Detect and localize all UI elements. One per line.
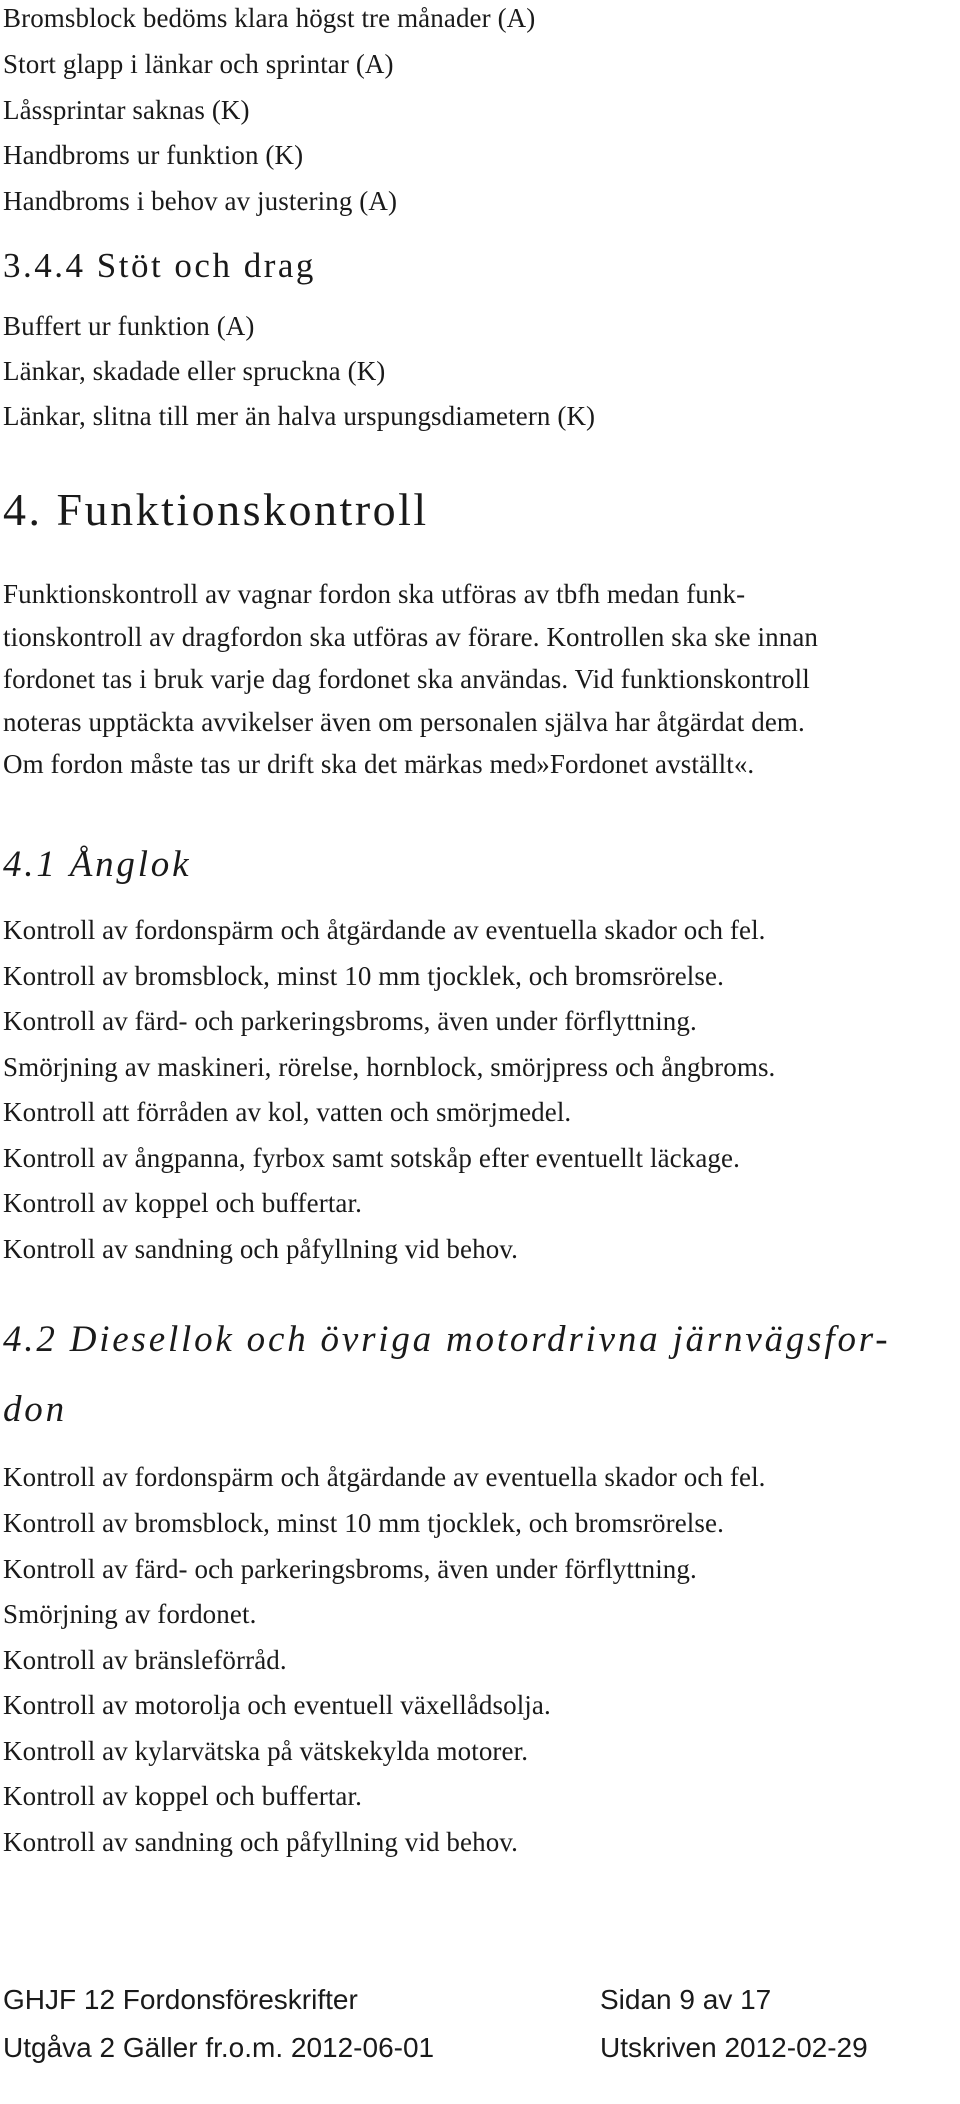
list-item: Kontroll av bromsblock, minst 10 mm tjocklek, och bromsrörelse. xyxy=(3,1508,724,1538)
list-item: Kontroll av bromsblock, minst 10 mm tjocklek, och bromsrörelse. xyxy=(3,961,724,991)
list-item: Kontroll av kylarvätska på vätskekylda motorer. xyxy=(3,1736,529,1766)
paragraph-line: Om fordon måste tas ur drift ska det märkas med»Fordonet avställt«. xyxy=(3,749,755,779)
list-item: Kontroll av sandning och påfyllning vid behov. xyxy=(3,1827,519,1857)
list-item: Kontroll av ångpanna, fyrbox samt sotskåp efter eventuellt läckage. xyxy=(3,1143,740,1173)
paragraph-line: noteras upptäckta avvikelser även om personalen själva har åtgärdat dem. xyxy=(3,706,805,737)
list-item: Handbroms ur funktion (K) xyxy=(3,140,304,170)
list-item: Kontroll av fordonspärm och åtgärdande av eventuella skador och fel. xyxy=(3,1462,766,1492)
list-item: Smörjning av fordonet. xyxy=(3,1599,257,1629)
list-item: Kontroll av fordonspärm och åtgärdande av eventuella skador och fel. xyxy=(3,915,766,945)
paragraph-line: tionskontroll av dragfordon ska utföras av förare. Kontrollen ska ske innan xyxy=(3,621,819,652)
list-item: Smörjning av maskineri, rörelse, hornblock, smörjpress och ångbroms. xyxy=(3,1052,776,1082)
section-heading-4-2: 4.2 Diesellok och övriga motordrivna järnvägsfor- xyxy=(3,1319,891,1360)
section-heading-4-2-continued: don xyxy=(3,1389,67,1430)
footer-page-number: Sidan 9 av 17 xyxy=(600,1984,772,2015)
list-item: Låssprintar saknas (K) xyxy=(3,95,250,125)
section-heading-4: 4. Funktionskontroll xyxy=(3,484,429,535)
paragraph-line: fordonet tas i bruk varje dag fordonet ska användas. Vid funktionskontroll xyxy=(3,664,810,694)
list-item: Kontroll av färd- och parkeringsbroms, även under förflyttning. xyxy=(3,1006,697,1036)
paragraph-line: Funktionskontroll av vagnar fordon ska utföras av tbfh medan funk- xyxy=(3,579,746,609)
list-item: Stort glapp i länkar och sprintar (A) xyxy=(3,49,394,79)
footer-edition: Utgåva 2 Gäller fr.o.m. 2012-06-01 xyxy=(3,2032,435,2063)
list-item: Bromsblock bedöms klara högst tre månader (A) xyxy=(3,3,536,33)
list-item: Handbroms i behov av justering (A) xyxy=(3,186,398,216)
list-item: Länkar, skadade eller spruckna (K) xyxy=(3,356,386,386)
list-item: Buffert ur funktion (A) xyxy=(3,311,255,341)
list-item: Kontroll av färd- och parkeringsbroms, även under förflyttning. xyxy=(3,1554,697,1584)
section-heading-4-1: 4.1 Ånglok xyxy=(3,844,192,885)
footer-printed-date: Utskriven 2012-02-29 xyxy=(600,2032,868,2063)
section-heading-3-4-4: 3.4.4 Stöt och drag xyxy=(3,246,316,285)
footer-document-title: GHJF 12 Fordonsföreskrifter xyxy=(3,1984,358,2015)
list-item: Kontroll av sandning och påfyllning vid behov. xyxy=(3,1234,519,1264)
list-item: Kontroll av motorolja och eventuell växellådsolja. xyxy=(3,1690,551,1720)
list-item: Kontroll att förråden av kol, vatten och smörjmedel. xyxy=(3,1097,572,1127)
list-item: Länkar, slitna till mer än halva urspungsdiametern (K) xyxy=(3,401,596,431)
list-item: Kontroll av koppel och buffertar. xyxy=(3,1188,362,1218)
list-item: Kontroll av bränsleförråd. xyxy=(3,1645,287,1675)
section-4-paragraph xyxy=(3,573,953,786)
list-item: Kontroll av koppel och buffertar. xyxy=(3,1781,362,1811)
